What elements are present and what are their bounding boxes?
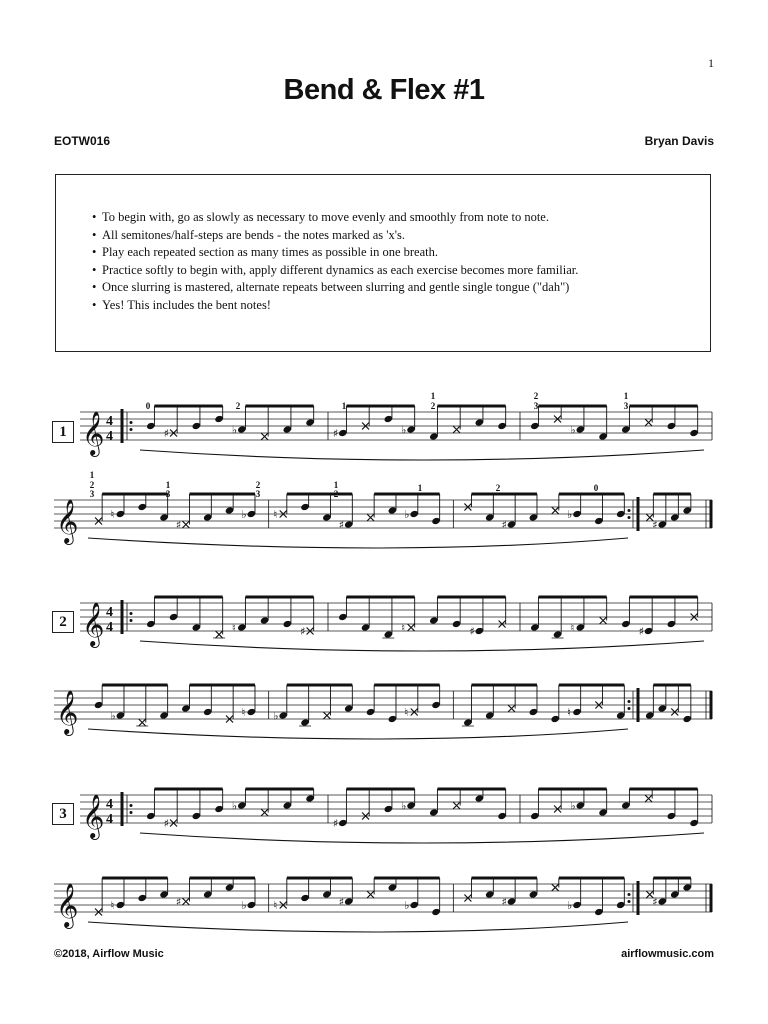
instruction-item: • All semitones/half-steps are bends - the notes marked as 'x's. — [92, 227, 406, 242]
fingering-number: 3 — [165, 489, 171, 499]
accidental-sign: ♭ — [110, 709, 116, 723]
fingering-number: 1 — [417, 483, 423, 493]
repeat-dot — [628, 893, 631, 896]
fingering-number: 2 — [495, 483, 501, 493]
fingering-number: 1 — [623, 391, 629, 401]
page-number: 1 — [708, 56, 714, 70]
time-signature-top: 4 — [106, 797, 113, 812]
copyright-notice: ©2018, Airflow Music — [54, 948, 164, 960]
accidental-sign: ♯ — [175, 895, 182, 909]
repeat-dot — [628, 509, 631, 512]
fingering-number: 0 — [593, 483, 599, 493]
slur-line — [88, 922, 628, 932]
slur-line — [88, 729, 628, 739]
accidental-sign: ♮ — [110, 899, 115, 912]
treble-clef-icon: 𝄞 — [82, 602, 105, 646]
exercise-code: EOTW016 — [54, 134, 111, 148]
bend-x-notehead — [408, 624, 415, 631]
accidental-sign: ♭ — [401, 423, 407, 437]
accidental-sign: ♮ — [567, 706, 571, 719]
fingering-number: 1 — [89, 470, 95, 480]
accidental-sign: ♮ — [231, 621, 236, 635]
instruction-item: • Play each repeated section as many times as possible in one breath. — [92, 245, 439, 259]
accidental-sign: ♯ — [300, 625, 306, 638]
fingering-number: 2 — [333, 489, 339, 499]
fingering-number: 3 — [623, 401, 629, 411]
fingering-number: 2 — [89, 480, 95, 490]
repeat-dot — [628, 516, 631, 519]
repeat-dot — [130, 612, 133, 615]
repeat-dot — [628, 900, 631, 903]
fingering-number: 0 — [145, 401, 151, 411]
accidental-sign: ♯ — [338, 518, 345, 532]
accidental-sign: ♮ — [401, 621, 406, 635]
repeat-dot — [130, 619, 133, 622]
fingering-number: 1 — [430, 391, 436, 401]
instruction-item: • Practice softly to begin with, apply different dynamics as each exercise becomes more familiar. — [92, 262, 579, 277]
bend-x-notehead — [323, 712, 330, 719]
exercise-number-1: 1 — [52, 421, 74, 443]
exercise-number-3: 3 — [52, 803, 74, 825]
bend-x-notehead — [367, 891, 374, 898]
accidental-sign: ♯ — [652, 895, 658, 909]
slur-line — [140, 641, 704, 651]
accidental-sign: ♯ — [332, 427, 339, 440]
treble-clef-icon: 𝄞 — [82, 411, 105, 455]
fingering-number: 1 — [341, 401, 347, 411]
accidental-sign: ♯ — [332, 817, 339, 830]
accidental-sign: ♮ — [241, 706, 246, 719]
accidental-sign: ♯ — [163, 817, 169, 830]
accidental-sign: ♯ — [163, 427, 169, 440]
bend-x-notehead — [261, 433, 268, 440]
accidental-sign: ♯ — [175, 518, 182, 532]
instruction-item: • Once slurring is mastered, alternate repeats between slurring and gentle single tongue ("dah") — [92, 280, 570, 294]
time-signature-top: 4 — [106, 414, 113, 429]
bend-x-notehead — [367, 514, 374, 521]
bend-x-notehead — [182, 521, 189, 528]
fingering-number: 3 — [255, 489, 261, 499]
slur-line — [140, 450, 704, 460]
accidental-sign: ♭ — [231, 799, 238, 813]
accidental-sign: ♮ — [273, 508, 278, 521]
fingering-number: 2 — [430, 401, 436, 411]
bend-x-notehead — [261, 809, 268, 816]
accidental-sign: ♯ — [338, 895, 345, 909]
bend-x-notehead — [600, 617, 607, 624]
fingering-number: 2 — [235, 401, 241, 411]
accidental-sign: ♭ — [567, 508, 573, 521]
bend-x-notehead — [139, 719, 146, 726]
accidental-sign: ♭ — [241, 508, 247, 521]
accidental-sign: ♮ — [404, 706, 409, 719]
accidental-sign: ♮ — [110, 508, 115, 521]
accidental-sign: ♯ — [501, 518, 507, 532]
accidental-sign: ♭ — [570, 423, 576, 437]
treble-clef-icon: 𝄞 — [56, 690, 79, 734]
accidental-sign: ♯ — [652, 518, 658, 532]
accidental-sign: ♭ — [231, 423, 238, 437]
repeat-dot — [130, 421, 133, 424]
accidental-sign: ♯ — [638, 625, 644, 638]
repeat-dot — [130, 811, 133, 814]
exercise-number-2: 2 — [52, 611, 74, 633]
bend-x-notehead — [552, 507, 559, 514]
time-signature-bottom: 4 — [106, 812, 113, 827]
bend-x-notehead — [645, 795, 652, 802]
fingering-number: 2 — [533, 391, 539, 401]
slur-line — [88, 538, 628, 548]
accidental-sign: ♯ — [469, 625, 475, 638]
time-signature-bottom: 4 — [106, 620, 113, 635]
instruction-item: • Yes! This includes the bent notes! — [92, 297, 271, 312]
bend-x-notehead — [645, 419, 652, 426]
slur-line — [140, 833, 704, 843]
treble-clef-icon: 𝄞 — [56, 883, 79, 927]
accidental-sign: ♭ — [404, 508, 410, 521]
accidental-sign: ♭ — [570, 799, 576, 813]
composer-name: Bryan Davis — [644, 134, 714, 148]
bend-x-notehead — [453, 426, 460, 433]
bend-x-notehead — [552, 884, 559, 891]
accidental-sign: ♭ — [401, 799, 407, 813]
accidental-sign: ♭ — [241, 899, 247, 912]
piece-title: Bend & Flex #1 — [283, 74, 485, 106]
fingering-number: 3 — [89, 489, 95, 499]
bend-x-notehead — [453, 802, 460, 809]
time-signature-top: 4 — [106, 605, 113, 620]
accidental-sign: ♭ — [273, 709, 279, 723]
fingering-number: 1 — [165, 480, 171, 490]
bend-x-notehead — [508, 705, 515, 712]
treble-clef-icon: 𝄞 — [56, 499, 79, 543]
accidental-sign: ♯ — [501, 895, 507, 909]
repeat-dot — [130, 428, 133, 431]
bend-x-notehead — [182, 898, 189, 905]
time-signature-bottom: 4 — [106, 429, 113, 444]
fingering-number: 1 — [333, 480, 339, 490]
repeat-dot — [628, 700, 631, 703]
accidental-sign: ♭ — [404, 899, 410, 912]
bend-x-notehead — [216, 631, 223, 638]
treble-clef-icon: 𝄞 — [82, 794, 105, 838]
fingering-number: 3 — [533, 401, 539, 411]
accidental-sign: ♭ — [567, 899, 573, 912]
repeat-dot — [628, 707, 631, 710]
accidental-sign: ♮ — [273, 899, 278, 912]
fingering-number: 2 — [255, 480, 261, 490]
website-link[interactable]: airflowmusic.com — [621, 948, 714, 960]
instruction-item: • To begin with, go as slowly as necessary to move evenly and smoothly from note to note. — [92, 210, 549, 224]
accidental-sign: ♮ — [570, 621, 575, 635]
repeat-dot — [130, 804, 133, 807]
